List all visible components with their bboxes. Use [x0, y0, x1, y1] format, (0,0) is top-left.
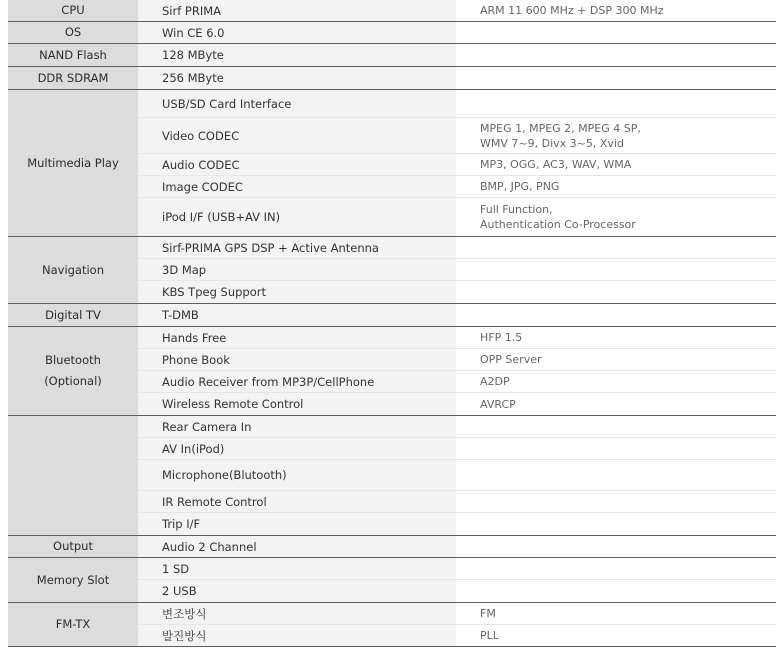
- spec-item: Video CODEC: [138, 118, 456, 153]
- spec-row: [138, 536, 776, 557]
- spec-row: [138, 237, 776, 259]
- spec-row: [138, 154, 776, 176]
- spec-item: KBS Tpeg Support: [138, 281, 456, 303]
- spec-detail: [456, 281, 776, 303]
- spec-detail: [456, 0, 776, 21]
- spec-item: IR Remote Control: [138, 491, 456, 512]
- spec-detail: [456, 625, 776, 646]
- spec-detail-line: A2DP: [480, 375, 510, 388]
- spec-detail: [456, 90, 776, 117]
- spec-group: [8, 67, 776, 90]
- spec-row: [138, 580, 776, 602]
- category-label: Digital TV: [45, 307, 101, 322]
- spec-item: Sirf-PRIMA GPS DSP + Active Antenna: [138, 237, 456, 258]
- spec-item: 256 MByte: [138, 67, 456, 89]
- spec-item: Audio CODEC: [138, 154, 456, 175]
- spec-detail-line: WMV 7~9, Divx 3~5, Xvid: [480, 136, 624, 150]
- spec-detail-line: Full Function,: [480, 203, 553, 216]
- spec-row: [138, 558, 776, 580]
- spec-detail: [456, 393, 776, 415]
- spec-group: [8, 558, 776, 603]
- spec-detail: [456, 580, 776, 602]
- spec-item: USB/SD Card Interface: [138, 90, 456, 117]
- spec-detail: [456, 259, 776, 280]
- category-label: CPU: [61, 3, 85, 17]
- spec-detail-line: ARM 11 600 MHz + DSP 300 MHz: [480, 4, 664, 17]
- spec-row: [138, 393, 776, 415]
- category-label: Navigation: [41, 262, 105, 277]
- spec-row: [138, 349, 776, 371]
- spec-detail-line: OPP Server: [480, 353, 542, 366]
- spec-item: Trip I/F: [138, 513, 456, 535]
- spec-row: [138, 416, 776, 438]
- spec-row: [138, 118, 776, 154]
- spec-table: [8, 0, 776, 647]
- spec-group: [8, 416, 776, 536]
- spec-detail: [456, 416, 776, 437]
- spec-item: Sirf PRIMA: [138, 0, 456, 21]
- category-label: Bluetooth: [45, 353, 101, 367]
- spec-detail: [456, 491, 776, 512]
- category-label: DDR SDRAM: [37, 70, 109, 85]
- spec-item: Audio 2 Channel: [138, 536, 456, 557]
- category-cell: [8, 22, 138, 43]
- spec-detail: [456, 67, 776, 89]
- category-label: OS: [64, 25, 82, 39]
- spec-item: 3D Map: [138, 259, 456, 280]
- spec-detail-line: MP3, OGG, AC3, WAV, WMA: [480, 158, 632, 171]
- spec-detail: [456, 349, 776, 370]
- spec-detail-line: BMP, JPG, PNG: [480, 180, 560, 193]
- spec-row: [138, 304, 776, 326]
- spec-row: [138, 603, 776, 625]
- spec-detail-line: FM: [480, 607, 496, 620]
- spec-detail: [456, 558, 776, 579]
- spec-detail: [456, 237, 776, 258]
- category-cell: [8, 536, 138, 557]
- spec-group: [8, 44, 776, 67]
- spec-group: [8, 90, 776, 237]
- category-label: (Optional): [44, 374, 102, 388]
- spec-detail: [456, 327, 776, 348]
- spec-item: iPod I/F (USB+AV IN): [138, 198, 456, 236]
- spec-item: 변조방식: [138, 603, 456, 624]
- spec-detail: [456, 44, 776, 66]
- spec-group: [8, 0, 776, 22]
- spec-row: [138, 513, 776, 535]
- category-cell: [8, 0, 138, 21]
- spec-detail: [456, 438, 776, 459]
- spec-item: AV In(iPod): [138, 438, 456, 459]
- spec-detail: [456, 536, 776, 557]
- spec-detail: [456, 198, 776, 236]
- spec-row: [138, 327, 776, 349]
- spec-item: Audio Receiver from MP3P/CellPhone: [138, 371, 456, 392]
- spec-item: 2 USB: [138, 580, 456, 602]
- spec-detail: [456, 304, 776, 326]
- spec-group: [8, 22, 776, 44]
- spec-group: [8, 304, 776, 327]
- category-label: FM-TX: [55, 617, 91, 631]
- spec-detail: [456, 118, 776, 153]
- spec-group: [8, 536, 776, 558]
- spec-row: [138, 67, 776, 89]
- spec-detail: [456, 371, 776, 392]
- spec-row: [138, 625, 776, 646]
- spec-detail-line: Authentication Co-Processor: [480, 218, 636, 231]
- category-cell: [8, 90, 138, 236]
- spec-row: [138, 198, 776, 236]
- category-label: Multimedia Play: [27, 155, 119, 170]
- category-cell: [8, 603, 138, 646]
- spec-detail: [456, 513, 776, 535]
- spec-row: [138, 438, 776, 460]
- category-cell: [8, 327, 138, 415]
- spec-detail-line: AVRCP: [480, 397, 516, 411]
- spec-row: [138, 176, 776, 198]
- category-cell: [8, 416, 138, 535]
- spec-row: [138, 491, 776, 513]
- spec-row: [138, 259, 776, 281]
- spec-detail: [456, 603, 776, 624]
- spec-item: T-DMB: [138, 304, 456, 326]
- spec-item: 발진방식: [138, 625, 456, 646]
- category-cell: [8, 304, 138, 326]
- spec-row: [138, 44, 776, 66]
- spec-row: [138, 371, 776, 393]
- spec-detail-line: MPEG 1, MPEG 2, MPEG 4 SP,: [480, 121, 641, 135]
- category-label: Output: [53, 539, 93, 553]
- spec-item: 128 MByte: [138, 44, 456, 66]
- category-cell: [8, 44, 138, 66]
- spec-row: [138, 0, 776, 21]
- spec-row: [138, 460, 776, 491]
- spec-item: Wireless Remote Control: [138, 393, 456, 415]
- spec-detail: [456, 176, 776, 197]
- spec-detail-line: PLL: [480, 629, 499, 642]
- spec-item: 1 SD: [138, 558, 456, 579]
- spec-group: [8, 237, 776, 304]
- category-label: NAND Flash: [39, 47, 107, 62]
- spec-row: [138, 90, 776, 118]
- category-label: Memory Slot: [36, 572, 110, 587]
- spec-detail-line: HFP 1.5: [480, 331, 523, 344]
- spec-detail: [456, 22, 776, 43]
- spec-row: [138, 22, 776, 43]
- spec-item: Hands Free: [138, 327, 456, 348]
- category-cell: [8, 558, 138, 602]
- spec-item: Microphone(Blutooth): [138, 460, 456, 490]
- spec-item: Rear Camera In: [138, 416, 456, 437]
- spec-detail: [456, 154, 776, 175]
- spec-detail: [456, 460, 776, 490]
- spec-item: Phone Book: [138, 349, 456, 370]
- spec-item: Image CODEC: [138, 176, 456, 197]
- spec-row: [138, 281, 776, 303]
- spec-item: Win CE 6.0: [138, 22, 456, 43]
- category-cell: [8, 237, 138, 303]
- spec-group: [8, 327, 776, 416]
- category-cell: [8, 67, 138, 89]
- spec-group: [8, 603, 776, 647]
